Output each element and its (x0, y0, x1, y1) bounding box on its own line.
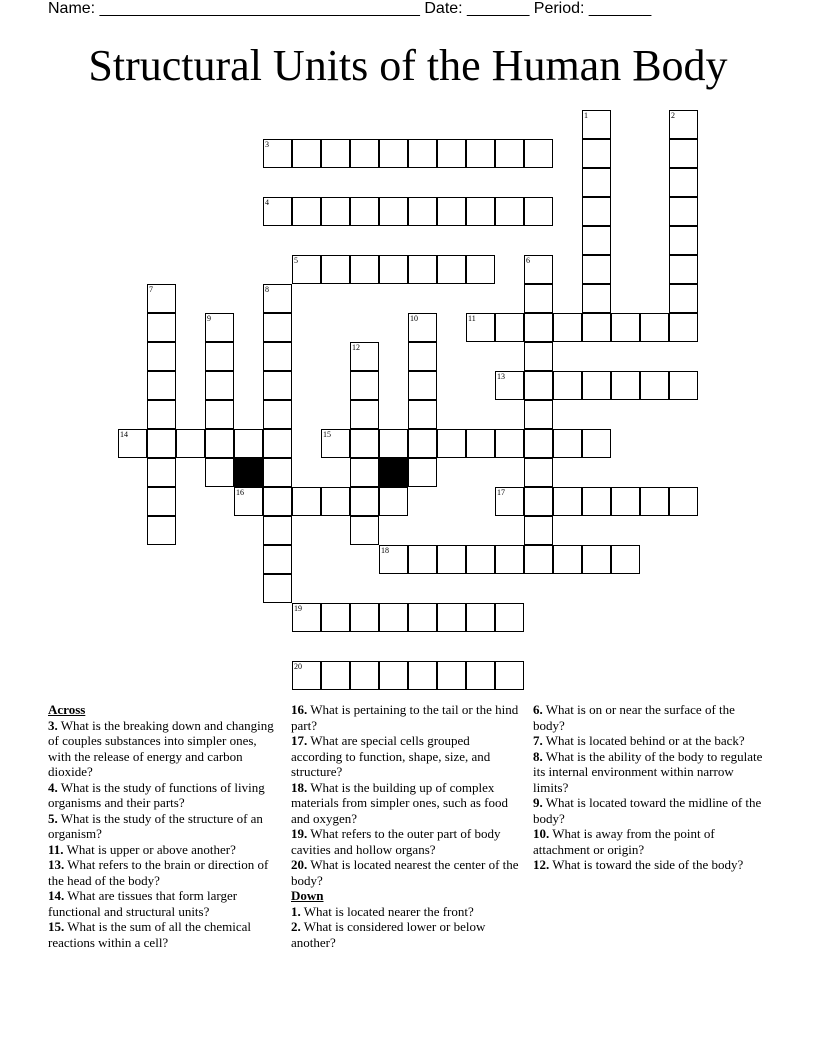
clue-across-5: 5. What is the study of the structure of an organism? (48, 810, 263, 841)
grid-cell[interactable] (466, 603, 495, 632)
clue-across-19: 19. What refers to the outer part of body cavities and hollow organs? (291, 826, 501, 857)
grid-cell[interactable] (379, 487, 408, 516)
clues-column-2 (291, 702, 523, 950)
cell-number: 16 (236, 488, 244, 497)
grid-cell[interactable] (321, 487, 350, 516)
grid-cell[interactable] (408, 313, 437, 342)
grid-cell[interactable] (524, 313, 553, 342)
cell-number: 2 (671, 111, 675, 120)
grid-cell[interactable] (524, 429, 553, 458)
cell-number: 17 (497, 488, 505, 497)
clue-down-12: 12. What is toward the side of the body? (533, 857, 744, 872)
grid-cell[interactable] (553, 371, 582, 400)
grid-cell[interactable] (263, 429, 292, 458)
grid-cell[interactable] (263, 458, 292, 487)
grid-cell[interactable] (669, 371, 698, 400)
grid-cell[interactable] (524, 197, 553, 226)
grid-cell[interactable] (205, 371, 234, 400)
grid-cell[interactable] (495, 371, 524, 400)
grid-cell[interactable] (582, 139, 611, 168)
clue-across-15: 15. What is the sum of all the chemical reactions within a cell? (48, 919, 252, 950)
grid-cell[interactable] (263, 139, 292, 168)
student-info-line: Name: ____________________________________ Date: _______ Period: _______ (48, 0, 652, 17)
grid-cell[interactable] (524, 139, 553, 168)
grid-cell[interactable] (292, 255, 321, 284)
grid-cell[interactable] (263, 197, 292, 226)
grid-cell[interactable] (669, 487, 698, 516)
clue-down-7: 7. What is located behind or at the back? (533, 733, 745, 748)
grid-cell[interactable] (669, 197, 698, 226)
grid-cell[interactable] (292, 139, 321, 168)
grid-cell[interactable] (582, 226, 611, 255)
grid-cell[interactable] (495, 429, 524, 458)
grid-cell[interactable] (582, 110, 611, 139)
clue-down-8: 8. What is the ability of the body to regulate its internal environment within narrow limits? (533, 748, 763, 795)
cell-number: 11 (468, 314, 476, 323)
clue-down-2: 2. What is considered lower or below another? (291, 919, 486, 950)
cell-number: 8 (265, 285, 269, 294)
grid-cell[interactable] (553, 313, 582, 342)
grid-cell[interactable] (147, 516, 176, 545)
grid-cell[interactable] (147, 313, 176, 342)
grid-cell[interactable] (321, 139, 350, 168)
grid-cell[interactable] (321, 255, 350, 284)
grid-cell[interactable] (669, 313, 698, 342)
clue-across-4: 4. What is the study of functions of living organisms and their parts? (48, 779, 265, 810)
grid-cell[interactable] (263, 516, 292, 545)
grid-cell[interactable] (582, 545, 611, 574)
grid-cell[interactable] (437, 139, 466, 168)
grid-cell[interactable] (379, 545, 408, 574)
grid-cell[interactable] (379, 197, 408, 226)
grid-cell[interactable] (466, 139, 495, 168)
grid-cell[interactable] (495, 661, 524, 690)
grid-cell[interactable] (408, 603, 437, 632)
grid-cell[interactable] (350, 429, 379, 458)
grid-cell[interactable] (466, 255, 495, 284)
grid-cell[interactable] (466, 313, 495, 342)
grid-cell[interactable] (611, 313, 640, 342)
grid-cell[interactable] (350, 400, 379, 429)
down-heading: Down (291, 888, 324, 903)
cell-number: 6 (526, 256, 530, 265)
grid-cell[interactable] (321, 197, 350, 226)
grid-cell[interactable] (205, 400, 234, 429)
grid-cell[interactable] (640, 313, 669, 342)
clues-column-3 (533, 702, 765, 873)
grid-cell[interactable] (495, 197, 524, 226)
grid-cell[interactable] (147, 284, 176, 313)
grid-cell[interactable] (466, 661, 495, 690)
grid-cell[interactable] (263, 574, 292, 603)
grid-cell[interactable] (495, 313, 524, 342)
grid-cell[interactable] (350, 516, 379, 545)
grid-cell[interactable] (350, 342, 379, 371)
grid-cell[interactable] (437, 603, 466, 632)
grid-cell[interactable] (147, 371, 176, 400)
grid-cell[interactable] (350, 661, 379, 690)
grid-cell[interactable] (640, 371, 669, 400)
grid-cell[interactable] (466, 197, 495, 226)
grid-cell[interactable] (379, 139, 408, 168)
grid-cell[interactable] (263, 400, 292, 429)
grid-cell[interactable] (263, 313, 292, 342)
grid-cell[interactable] (553, 487, 582, 516)
grid-cell[interactable] (669, 139, 698, 168)
grid-cell[interactable] (147, 400, 176, 429)
grid-cell[interactable] (292, 197, 321, 226)
grid-cell[interactable] (263, 545, 292, 574)
across-heading: Across (48, 702, 86, 717)
clue-down-9: 9. What is located toward the midline of the body? (533, 795, 762, 826)
grid-cell[interactable] (408, 139, 437, 168)
grid-cell[interactable] (147, 487, 176, 516)
clue-down-10: 10. What is away from the point of attachment or origin? (533, 826, 715, 857)
grid-cell[interactable] (669, 168, 698, 197)
grid-cell[interactable] (292, 603, 321, 632)
grid-cell[interactable] (350, 139, 379, 168)
grid-cell[interactable] (524, 400, 553, 429)
grid-cell[interactable] (437, 661, 466, 690)
clue-down-1: 1. What is located nearer the front? (291, 903, 474, 919)
grid-cell[interactable] (321, 429, 350, 458)
grid-cell[interactable] (234, 429, 263, 458)
grid-cell[interactable] (495, 139, 524, 168)
grid-cell[interactable] (495, 545, 524, 574)
grid-cell[interactable] (263, 487, 292, 516)
grid-cell[interactable] (524, 516, 553, 545)
grid-cell[interactable] (524, 255, 553, 284)
grid-cell[interactable] (669, 255, 698, 284)
grid-block-cell (234, 458, 263, 487)
grid-cell[interactable] (495, 487, 524, 516)
grid-cell[interactable] (292, 487, 321, 516)
cell-number: 4 (265, 198, 269, 207)
grid-cell[interactable] (611, 545, 640, 574)
grid-cell[interactable] (408, 429, 437, 458)
clue-across-13: 13. What refers to the brain or direction of the head of the body? (48, 857, 269, 888)
grid-cell[interactable] (669, 226, 698, 255)
cell-number: 20 (294, 662, 302, 671)
cell-number: 3 (265, 140, 269, 149)
grid-cell[interactable] (205, 342, 234, 371)
clue-across-3: 3. What is the breaking down and changing of couples substances into simpler ones, with the release of energy and carbon dioxide? (48, 717, 274, 779)
grid-cell[interactable] (176, 429, 205, 458)
grid-cell[interactable] (553, 429, 582, 458)
grid-cell[interactable] (147, 342, 176, 371)
grid-cell[interactable] (582, 429, 611, 458)
grid-cell[interactable] (524, 545, 553, 574)
cell-number: 18 (381, 546, 389, 555)
grid-cell[interactable] (466, 545, 495, 574)
grid-cell[interactable] (582, 371, 611, 400)
grid-cell[interactable] (495, 603, 524, 632)
cell-number: 9 (207, 314, 211, 323)
grid-cell[interactable] (234, 487, 263, 516)
grid-cell[interactable] (408, 371, 437, 400)
grid-cell[interactable] (524, 371, 553, 400)
clue-across-11: 11. What is upper or above another? (48, 841, 236, 857)
grid-cell[interactable] (582, 255, 611, 284)
grid-cell[interactable] (205, 458, 234, 487)
cell-number: 1 (584, 111, 588, 120)
grid-cell[interactable] (263, 371, 292, 400)
grid-cell[interactable] (350, 458, 379, 487)
cell-number: 5 (294, 256, 298, 265)
cell-number: 7 (149, 285, 153, 294)
grid-cell[interactable] (408, 197, 437, 226)
grid-cell[interactable] (408, 545, 437, 574)
grid-cell[interactable] (379, 661, 408, 690)
grid-cell[interactable] (437, 545, 466, 574)
grid-cell[interactable] (408, 255, 437, 284)
cell-number: 12 (352, 343, 360, 352)
cell-number: 10 (410, 314, 418, 323)
grid-cell[interactable] (524, 458, 553, 487)
grid-cell[interactable] (582, 284, 611, 313)
grid-cell[interactable] (437, 255, 466, 284)
grid-cell[interactable] (582, 197, 611, 226)
grid-cell[interactable] (437, 197, 466, 226)
grid-cell[interactable] (147, 429, 176, 458)
grid-cell[interactable] (350, 197, 379, 226)
grid-cell[interactable] (524, 342, 553, 371)
grid-cell[interactable] (118, 429, 147, 458)
grid-cell[interactable] (321, 661, 350, 690)
grid-cell[interactable] (205, 313, 234, 342)
grid-cell[interactable] (611, 371, 640, 400)
clue-down-6: 6. What is on or near the surface of the body? (533, 702, 735, 733)
grid-block-cell (379, 458, 408, 487)
clues-column-1 (48, 702, 280, 950)
grid-cell[interactable] (205, 429, 234, 458)
clue-across-18: 18. What is the building up of complex materials from simpler ones, such as food and oxygen? (291, 779, 508, 826)
grid-cell[interactable] (350, 487, 379, 516)
cell-number: 15 (323, 430, 331, 439)
grid-cell[interactable] (408, 342, 437, 371)
grid-cell[interactable] (466, 429, 495, 458)
clue-across-16: 16. What is pertaining to the tail or the hind part? (291, 702, 519, 733)
grid-cell[interactable] (582, 168, 611, 197)
grid-cell[interactable] (350, 371, 379, 400)
cell-number: 13 (497, 372, 505, 381)
grid-cell[interactable] (408, 661, 437, 690)
grid-cell[interactable] (524, 487, 553, 516)
grid-cell[interactable] (147, 458, 176, 487)
grid-cell[interactable] (582, 487, 611, 516)
grid-cell[interactable] (582, 313, 611, 342)
cell-number: 14 (120, 430, 128, 439)
grid-cell[interactable] (350, 255, 379, 284)
grid-cell[interactable] (640, 487, 669, 516)
grid-cell[interactable] (292, 661, 321, 690)
grid-cell[interactable] (263, 342, 292, 371)
grid-cell[interactable] (524, 284, 553, 313)
grid-cell[interactable] (350, 603, 379, 632)
grid-cell[interactable] (379, 603, 408, 632)
grid-cell[interactable] (437, 429, 466, 458)
grid-cell[interactable] (379, 429, 408, 458)
grid-cell[interactable] (379, 255, 408, 284)
grid-cell[interactable] (321, 603, 350, 632)
grid-cell[interactable] (408, 400, 437, 429)
clue-across-17: 17. What are special cells grouped according to function, shape, size, and structure? (291, 733, 491, 779)
grid-cell[interactable] (669, 284, 698, 313)
grid-cell[interactable] (553, 545, 582, 574)
puzzle-title: Structural Units of the Human Body (88, 41, 728, 90)
clue-across-20: 20. What is located nearest the center of the body? (291, 857, 519, 888)
grid-cell[interactable] (611, 487, 640, 516)
cell-number: 19 (294, 604, 302, 613)
grid-cell[interactable] (263, 284, 292, 313)
grid-cell[interactable] (669, 110, 698, 139)
clue-across-14: 14. What are tissues that form larger functional and structural units? (48, 888, 238, 919)
grid-cell[interactable] (408, 458, 437, 487)
